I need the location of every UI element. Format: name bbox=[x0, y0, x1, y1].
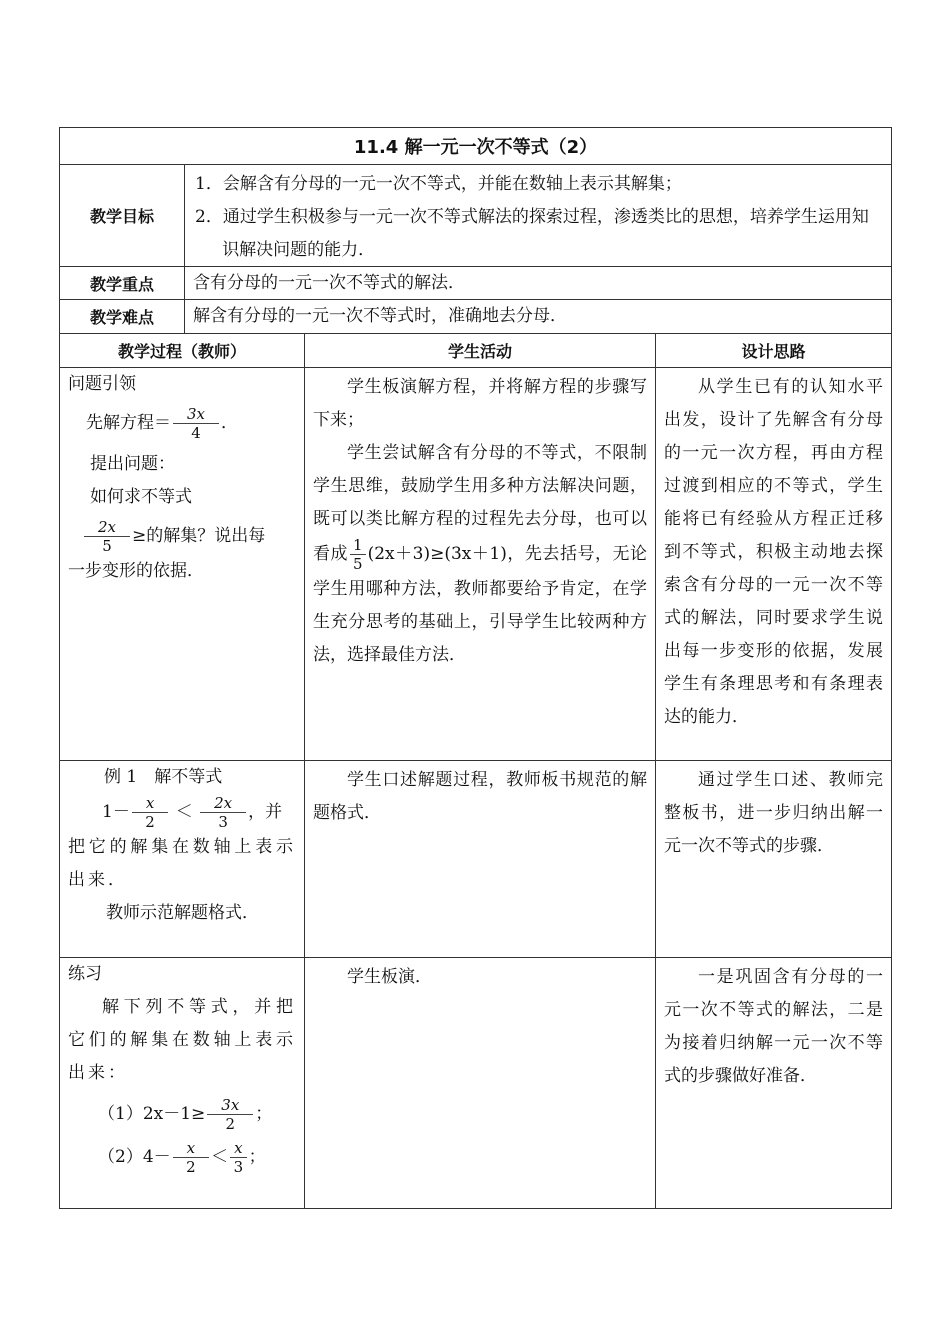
section-heading: 问题引领 bbox=[68, 374, 136, 394]
section-heading: 练习 bbox=[68, 964, 102, 984]
header-student: 学生活动 bbox=[304, 333, 656, 368]
section-heading: 例 1 解不等式 bbox=[104, 767, 223, 787]
goals-content bbox=[184, 164, 892, 267]
text: 学生尝试解含有分母的不等式，不限制学生思维，鼓励学生用多种方法解决问题，既可以类比解方程的过程先去分母，也可以看成 bbox=[313, 443, 647, 564]
header-design: 设计思路 bbox=[655, 333, 892, 368]
text: 如何求不等式 bbox=[90, 487, 192, 507]
goals-label: 教学目标 bbox=[59, 164, 185, 267]
row2-teacher: 例 1 解不等式 1－ $\frac{x}{2}$ ＜ $\frac{2x}{3}$ ，并 把它的解集在数轴上表示出来． 教师示范解题格式． bbox=[59, 760, 305, 958]
difficulty-text: 解含有分母的一元一次不等式时，准确地去分母． bbox=[184, 299, 892, 334]
row2-student: 学生口述解题过程，教师板书规范的解题格式． bbox=[304, 760, 656, 958]
row1-student bbox=[304, 367, 656, 761]
text: 学生板演解方程，并将解方程的步骤写下来； bbox=[313, 377, 647, 430]
text: 一步变形的依据． bbox=[68, 561, 204, 581]
fraction: $\frac{1}{5}$ bbox=[350, 536, 366, 573]
goal-item: 1．会解含有分母的一元一次不等式，并能在数轴上表示其解集； bbox=[195, 174, 682, 194]
row3-design: 一是巩固含有分母的一元一次不等式的解法，二是为接着归纳解一元一次不等式的步骤做好准备． bbox=[655, 957, 892, 1209]
fraction: $\frac{2x}{3}$ bbox=[200, 794, 246, 831]
row2-design: 通过学生口述、教师完整板书，进一步归纳出解一元一次不等式的步骤． bbox=[655, 760, 892, 958]
text: 提出问题： bbox=[90, 454, 175, 474]
text: 先去括号，无论学生用哪种方法，教师都要给予肯定，在学生充分思考的基础上，引导学生比较两种方法，选择最佳方法． bbox=[313, 544, 648, 665]
page-title: 11.4 解一元一次不等式（2） bbox=[59, 127, 892, 165]
fraction: $\frac{x}{2}$ bbox=[132, 794, 168, 831]
row3-student: 学生板演． bbox=[304, 957, 656, 1209]
goal-item: 2．通过学生积极参与一元一次不等式解法的探索过程，渗透类比的思想，培养学生运用知识解决问题的能力． bbox=[195, 207, 869, 260]
fraction: $\frac{2x}{5}$ bbox=[84, 518, 130, 555]
key-text: 含有分母的一元一次不等式的解法． bbox=[184, 266, 892, 300]
text: (2x＋3)≥(3x＋1)， bbox=[367, 544, 525, 564]
difficulty-label: 教学难点 bbox=[59, 299, 185, 334]
text: 解下列不等式，并把它们的解集在数轴上表示出来： bbox=[68, 997, 296, 1083]
key-label: 教学重点 bbox=[59, 266, 185, 300]
header-teacher: 教学过程（教师） bbox=[59, 333, 305, 368]
row3-teacher: 练习 解下列不等式，并把它们的解集在数轴上表示出来： （1）2x－1≥ $\frac{3x}{2}$ ； （2）4－ $\frac{x}{2}$ ＜ $\frac{x}{3}$ ； bbox=[59, 957, 305, 1209]
fraction: $\frac{x}{3}$ bbox=[230, 1139, 246, 1176]
text: 教师示范解题格式． bbox=[106, 903, 259, 923]
row1-teacher: 问题引领 先解方程＝ $\frac{3x}{4}$ ． 提出问题： 如何求不等式 $\frac{2x}{5}$ ≥的解集？说出每 一步变形的依据． bbox=[59, 367, 305, 761]
text: 把它的解集在数轴上表示出来． bbox=[68, 837, 296, 890]
fraction: $\frac{3x}{2}$ bbox=[207, 1096, 253, 1133]
row1-design: 从学生已有的认知水平出发，设计了先解含有分母的一元一次方程，再由方程过渡到相应的不等式，学生能将已有经验从方程正迁移到不等式，积极主动地去探索含有分母的一元一次不等式的解法，同时要求学生说出每一步变形的依据，发展学生有条理思考和有条理表达的能力． bbox=[655, 367, 892, 761]
fraction: $\frac{x}{2}$ bbox=[173, 1139, 209, 1176]
text: ≥的解集？说出每 bbox=[132, 526, 266, 546]
fraction: $\frac{3x}{4}$ bbox=[173, 405, 219, 442]
text: 先解方程＝ bbox=[86, 413, 171, 433]
